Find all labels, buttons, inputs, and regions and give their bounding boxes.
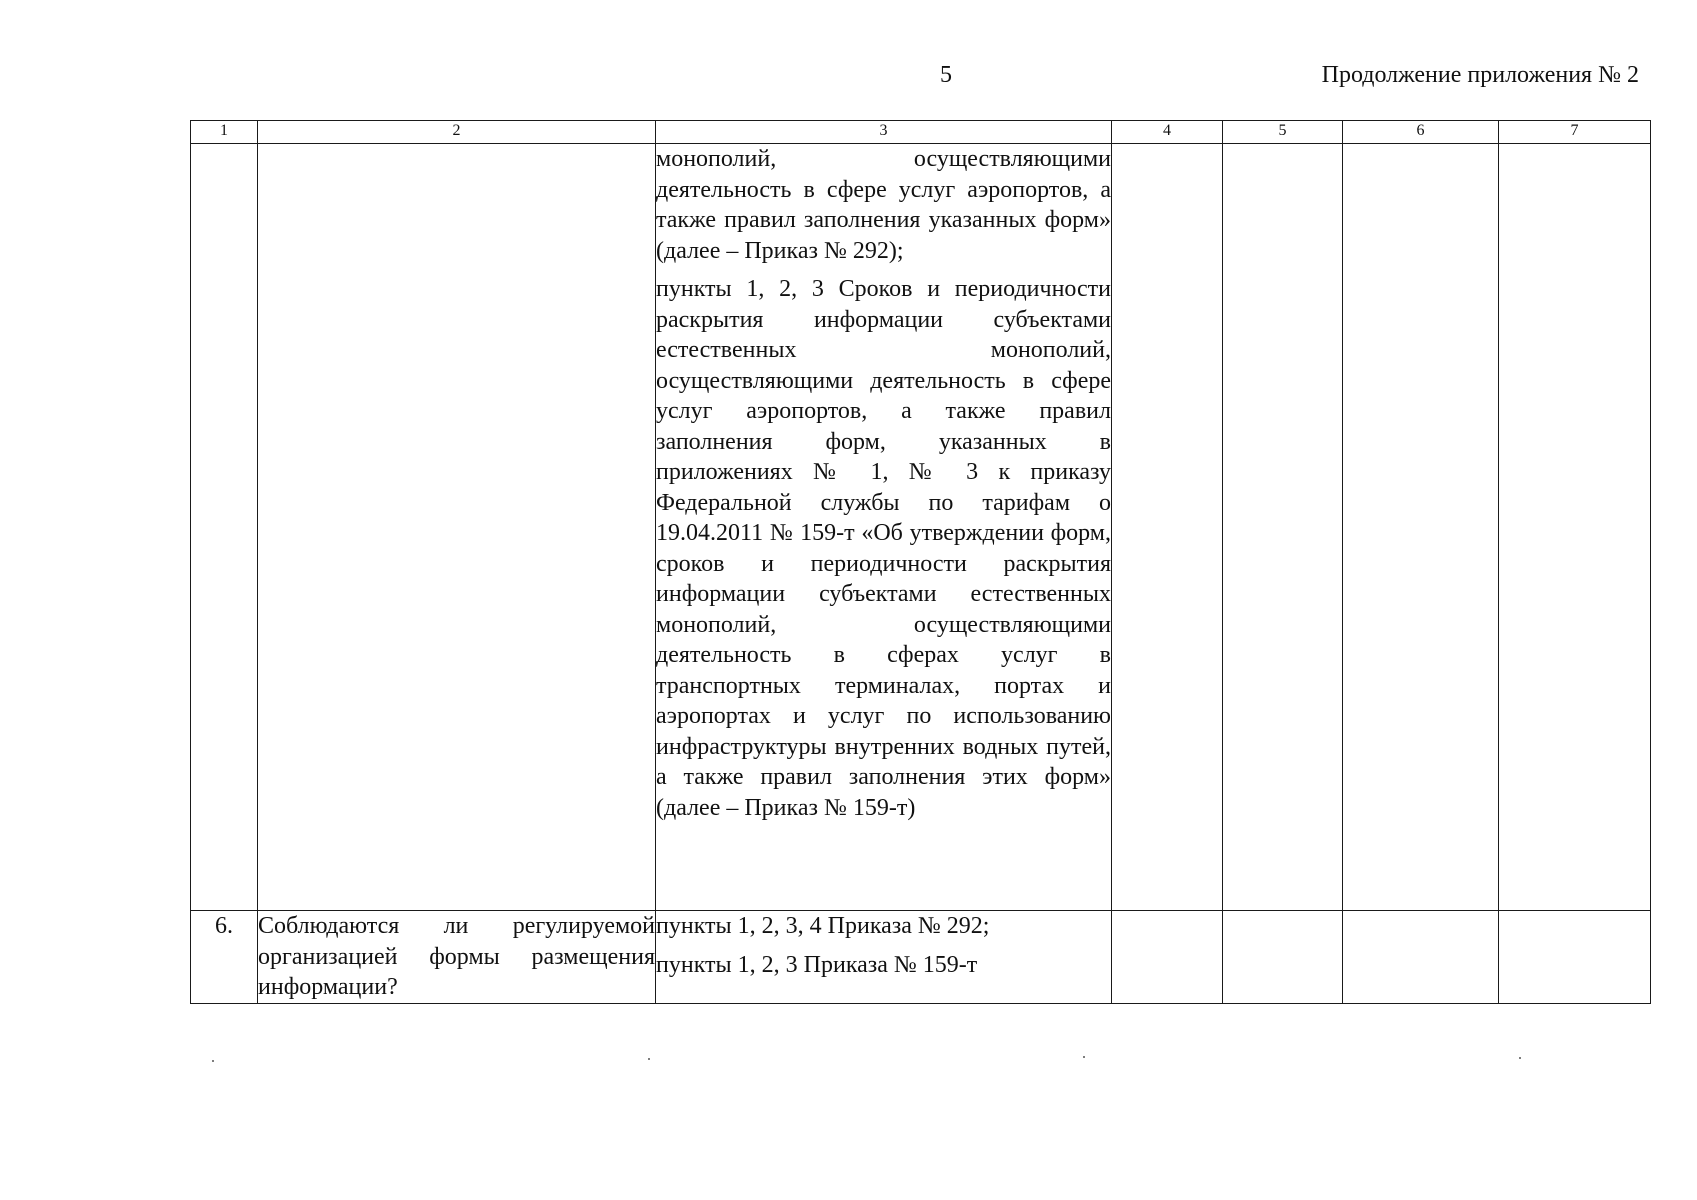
column-number: 2 [258,121,656,144]
empty-cell [1499,144,1651,911]
legal-basis-cell [656,911,1112,1004]
empty-cell [1499,911,1651,1004]
column-number: 3 [656,121,1112,144]
legal-basis-cell [656,144,1112,911]
row-number-cell: 6. [191,911,258,1004]
page-number: 5 [940,62,952,88]
legal-basis-paragraph: пункты 1, 2, 3, 4 Приказа № 292; [656,913,990,939]
scan-speck [1083,1056,1085,1058]
column-number: 1 [191,121,258,144]
legal-basis-paragraph: монополий, осуществляющими деятельность в сфере услуг аэропортов, а также правил заполнения указанных форм» (далее – Приказ № 292); [656,146,1111,264]
empty-cell [1112,144,1223,911]
table-row [191,911,1651,1004]
empty-cell [1343,911,1499,1004]
legal-basis-paragraph: пункты 1, 2, 3 Сроков и периодичности раскрытия информации субъектами естественных монополий, осуществляющими деятельность в сфере услуг аэропортов, а также правил заполнения форм, указанных в приложениях № 1, № 3 к приказу Федеральной службы по тарифам о 19.04.2011 № 159-т «Об утверждении форм, сроков и периодичности раскрытия информации субъектами естественных монополий, осуществляющими деятельность в сферах услуг в транспортных терминалах, портах и аэропортах и услуг по использованию инфраструктуры внутренних водных путей, а также правил заполнения этих форм» (далее – Приказ № 159-т) [656,276,1111,821]
scan-speck [648,1058,650,1060]
question-cell: Соблюдаются ли регулируемой организацией формы размещения информации? [258,911,656,1004]
empty-cell [1223,144,1343,911]
question-cell [258,144,656,911]
column-number: 7 [1499,121,1651,144]
empty-cell [1112,911,1223,1004]
row-number-cell [191,144,258,911]
column-number-row [191,121,1651,144]
legal-basis-paragraph: пункты 1, 2, 3 Приказа № 159-т [656,951,978,978]
column-number: 4 [1112,121,1223,144]
empty-cell [1343,144,1499,911]
scan-speck [212,1060,214,1062]
appendix-continuation-note: Продолжение приложения № 2 [1321,62,1639,88]
table-row [191,144,1651,911]
column-number: 5 [1223,121,1343,144]
empty-cell [1223,911,1343,1004]
requirements-table [190,120,1651,1004]
column-number: 6 [1343,121,1499,144]
scan-speck [1519,1057,1521,1059]
